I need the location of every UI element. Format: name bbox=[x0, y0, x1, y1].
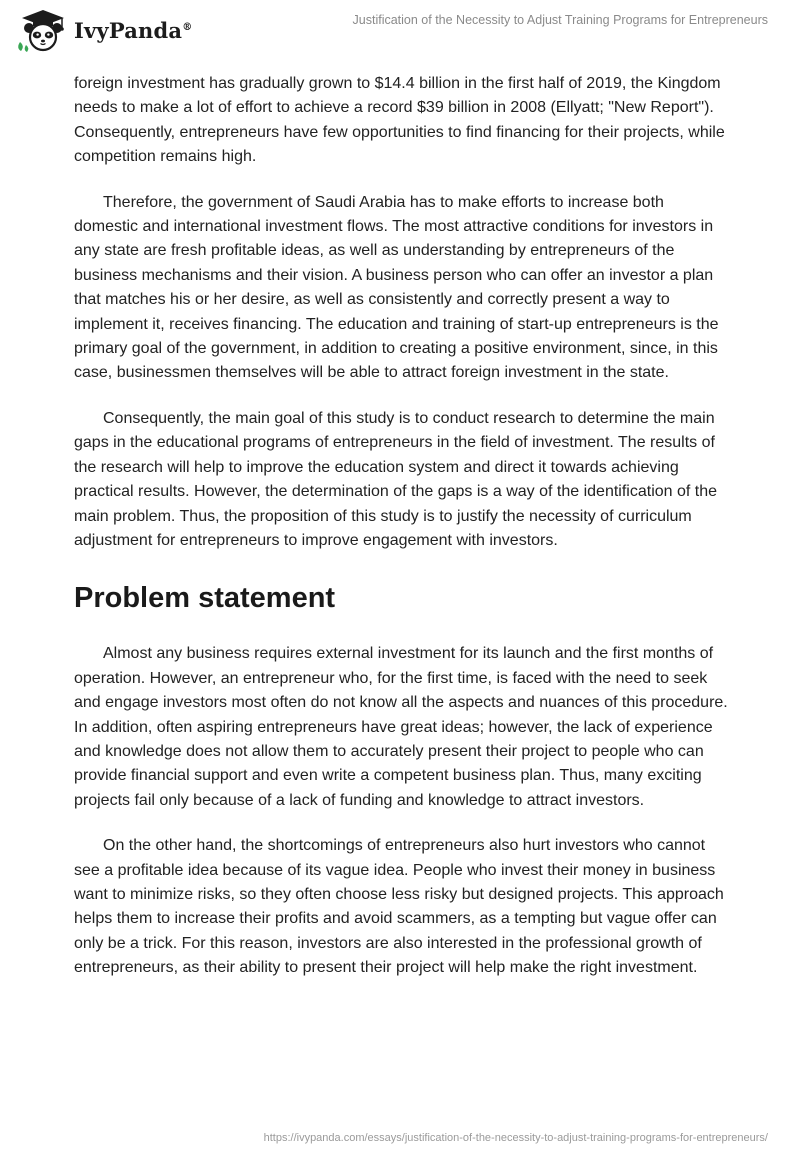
document-title: Justification of the Necessity to Adjust Training Programs for Entrepreneurs bbox=[352, 13, 768, 27]
paragraph-3: Consequently, the main goal of this study is to conduct research to determine the main gaps in the educational programs of entrepreneurs in the field of investment. The results of the research will help to improve the education system and direct it towards achieving practical results. However, the determination of the gaps is a way of the identification of the main problem. Thus, the proposition of this study is to justify the necessity of curriculum adjustment for entrepreneurs to improve engagement with investors. bbox=[74, 409, 718, 549]
logo-name: IvyPanda bbox=[74, 17, 183, 43]
paragraph-1: foreign investment has gradually grown to $14.4 billion in the first half of 2019, the Kingdom needs to make a lot of effort to achieve a record $39 billion in 2008 (Ellyatt; "New Report"). Consequently, entrepreneurs have few opportunities to find financing for their projects, while competition remains high. bbox=[74, 75, 725, 166]
paragraph-4: Almost any business requires external investment for its launch and the first months of operation. However, an entrepreneur who, for the first time, is faced with the need to seek and engage investors most often do not know all the aspects and nuances of this procedure. In addition, often aspiring entrepreneurs have great ideas; however, the lack of experience and knowledge does not allow them to accurately present their project to people who can provide financial support and even write a competent business plan. Thus, many exciting projects fail only because of a lack of funding and knowledge to attract investors. bbox=[74, 645, 728, 809]
registered-mark: ® bbox=[182, 21, 193, 33]
panda-graduation-cap-icon bbox=[14, 8, 72, 52]
essay-content bbox=[74, 72, 730, 1002]
footer-source-url[interactable]: https://ivypanda.com/essays/justification-of-the-necessity-to-adjust-training-programs-for-entrepreneurs/ bbox=[263, 1132, 768, 1144]
logo-wordmark bbox=[74, 18, 192, 43]
section-heading-problem-statement: Problem statement bbox=[74, 582, 336, 615]
ivypanda-logo[interactable] bbox=[14, 8, 192, 52]
paragraph-5: On the other hand, the shortcomings of entrepreneurs also hurt investors who cannot see a profitable idea because of its vague idea. People who invest their money in business want to minimize risks, so they often choose less risky but designed projects. This approach helps them to increase their profits and avoid scammers, as a tempting but vague offer can only be a trick. For this reason, investors are also interested in the professional growth of entrepreneurs, as their ability to present their project will help make the right investment. bbox=[74, 837, 724, 977]
paragraph-2: Therefore, the government of Saudi Arabia has to make efforts to increase both domestic and international investment flows. The most attractive conditions for investors in any state are fresh profitable ideas, as well as understanding by entrepreneurs of the business mechanisms and their vision. A business person who can offer an investor a plan that matches his or her desire, as well as consistently and correctly present a way to implement it, receives financing. The education and training of start-up entrepreneurs is the primary goal of the government, in addition to creating a positive environment, since, in this case, businessmen themselves will be able to attract foreign investment in the state. bbox=[74, 193, 719, 382]
page-header bbox=[0, 0, 800, 60]
